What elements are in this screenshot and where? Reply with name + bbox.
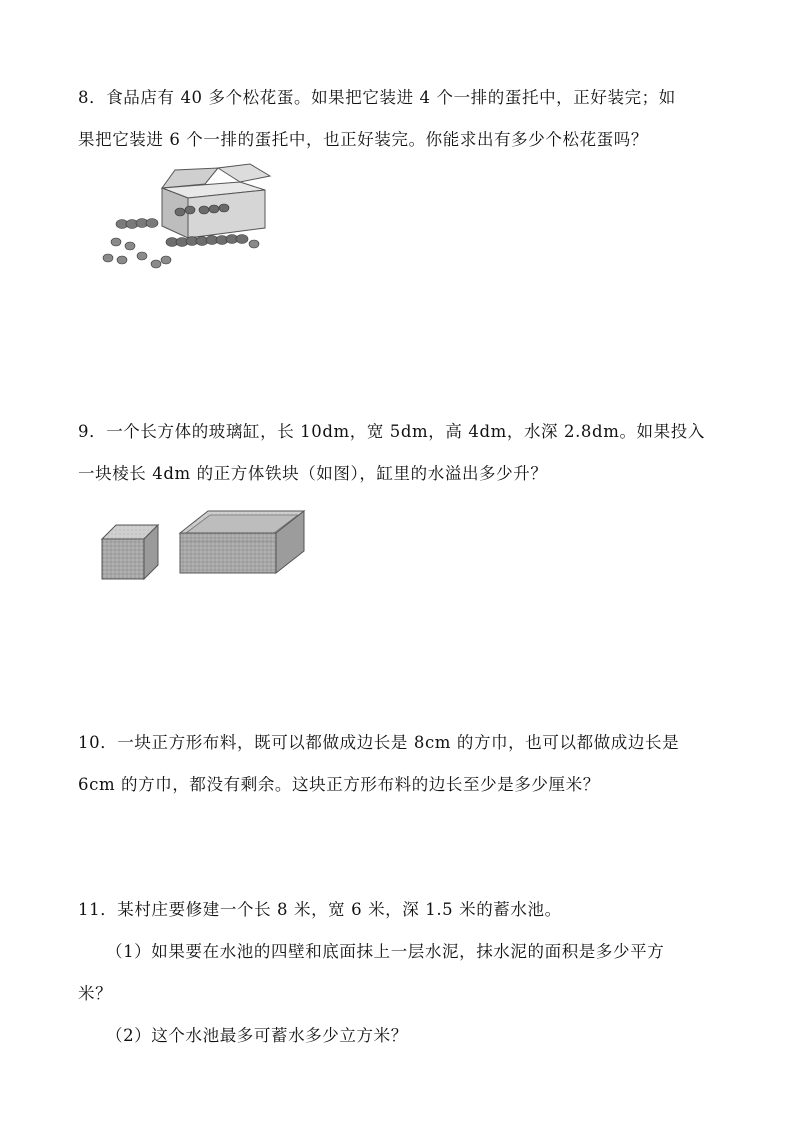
q11-part2: （2）这个水池最多可蓄水多少立方米？	[106, 1026, 408, 1045]
q10-text-line2: 6cm 的方巾，都没有剩余。这块正方形布料的边长至少是多少厘米？	[78, 775, 600, 794]
cube-and-tank-illustration	[98, 505, 310, 585]
q10-text-line1: 10．一块正方形布料，既可以都做成边长是 8cm 的方巾，也可以都做成边长是	[78, 733, 680, 752]
q8-text-line2: 果把它装进 6 个一排的蛋托中，也正好装完。你能求出有多少个松花蛋吗？	[78, 130, 648, 149]
q9-text-line2: 一块棱长 4dm 的正方体铁块（如图），缸里的水溢出多少升？	[78, 464, 548, 483]
q8-text-line1: 8．食品店有 40 多个松花蛋。如果把它装进 4 个一排的蛋托中，正好装完；如	[78, 88, 676, 107]
glass-tank	[180, 511, 304, 573]
q11-part1-line2: 米？	[78, 984, 113, 1003]
q11-part1-line1: （1）如果要在水池的四壁和底面抹上一层水泥，抹水泥的面积是多少平方	[106, 942, 665, 961]
q9-text-line1: 9．一个长方体的玻璃缸，长 10dm，宽 5dm，高 4dm，水深 2.8dm。如果投入	[78, 422, 705, 441]
q11-stem: 11．某村庄要修建一个长 8 米，宽 6 米，深 1.5 米的蓄水池。	[78, 900, 562, 919]
iron-cube	[102, 525, 158, 579]
egg-carton-illustration	[100, 160, 280, 275]
